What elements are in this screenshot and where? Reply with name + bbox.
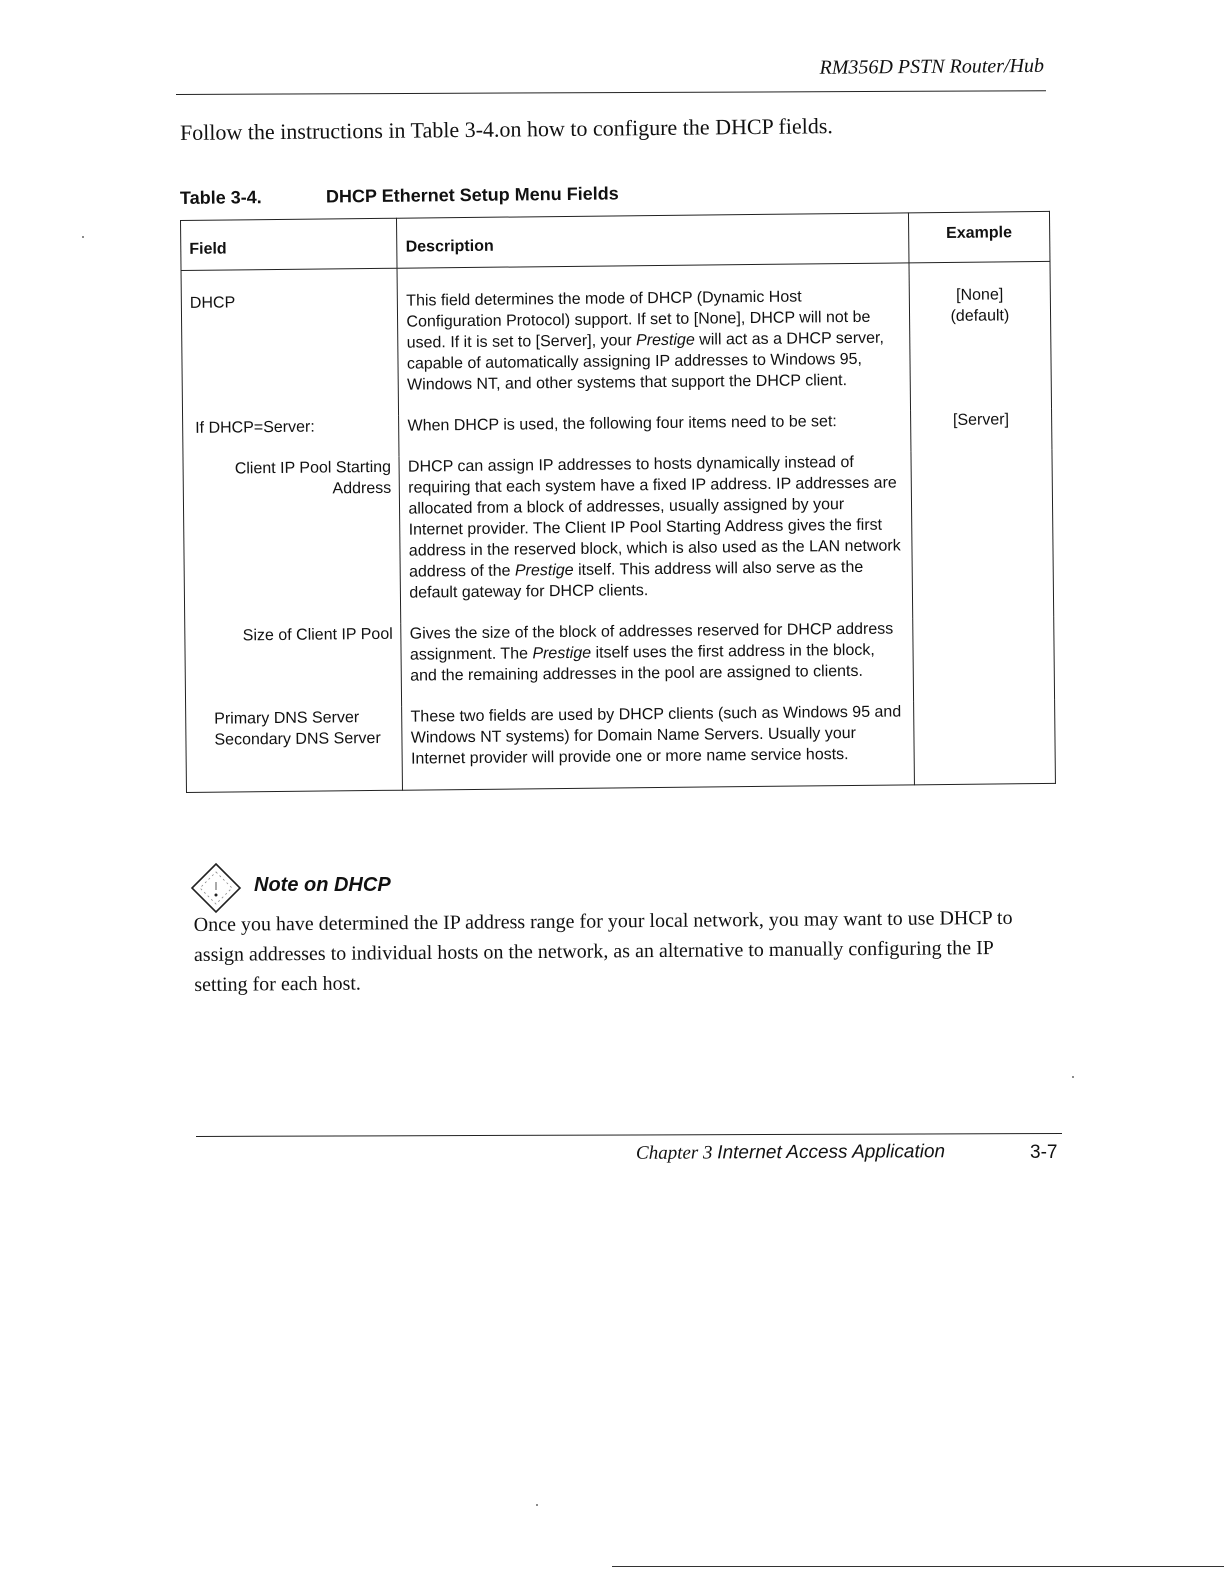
table-row (185, 617, 1055, 709)
table-caption-number: Table 3-4. (179, 187, 262, 208)
scan-speck (536, 1504, 538, 1506)
header-example: Example (908, 211, 1050, 262)
example-cell (911, 450, 1054, 618)
product-name: Prestige (636, 331, 695, 350)
footer-rule (196, 1133, 1062, 1137)
field-cell: Size of Client IP Pool (185, 624, 402, 709)
description-cell: This field determines the mode of DHCP (Dynamic Host Configuration Protocol) support. If set to [None], DHCP will not be used. If it is set to [Server], your Prestige will act as a DHCP server, capable of automatically assigning IP addresses to Windows 95, Windows NT, and other systems that support the DHCP client. (397, 263, 910, 416)
example-cell (913, 700, 1055, 785)
description-cell: DHCP can assign IP addresses to hosts dynamically instead of requiring that each system have a fixed IP address. IP addresses are allocated from a block of addresses, usually assigned by your Internet provider. The Client IP Pool Starting Address gives the first address in the reserved block, which is also used as the LAN network address of the Prestige itself. This address will also serve as the default gateway for DHCP clients. (399, 451, 912, 623)
table-row (183, 450, 1054, 626)
field-cell: DHCP (181, 268, 399, 418)
field-cell: Client IP Pool Starting Address (183, 457, 401, 626)
product-name: Prestige (514, 561, 574, 580)
header-field: Field (181, 218, 398, 270)
product-name: Prestige (532, 644, 592, 663)
footer-chapter (636, 1141, 945, 1165)
table-header-row (181, 211, 1050, 270)
header-description: Description (397, 213, 909, 268)
table-caption-title: DHCP Ethernet Setup Menu Fields (325, 183, 619, 207)
table-caption (180, 183, 619, 209)
footer-chapter-label: Chapter 3 (635, 1142, 713, 1164)
description-cell: These two fields are used by DHCP clients (such as Windows 95 and Windows NT systems) for Domain Name Servers. Usually your Internet provider will provide one or more name service hosts. (402, 701, 914, 790)
scan-edge-line (612, 1566, 1224, 1567)
field-cell: Primary DNS Server Secondary DNS Server (186, 707, 403, 793)
scan-speck (82, 236, 84, 238)
footer-section-title: Internet Access Application (717, 1141, 946, 1164)
running-header: RM356D PSTN Router/Hub (819, 54, 1045, 79)
scan-speck (1072, 1076, 1074, 1078)
page-number: 3-7 (1030, 1142, 1058, 1163)
table-row (181, 261, 1051, 418)
note-diamond-icon (190, 862, 242, 914)
header-rule (176, 90, 1046, 95)
description-cell: When DHCP is used, the following four items need to be set: (399, 410, 911, 456)
example-cell: [Server] (910, 409, 1052, 451)
description-cell: Gives the size of the block of addresses reserved for DHCP address assignment. The Prestige itself uses the first address in the block, and the remaining addresses in the pool are assigned to clients. (401, 618, 913, 706)
dhcp-fields-table (180, 211, 1056, 793)
note-body: Once you have determined the IP address range for your local network, you may want to use DHCP to assign addresses to individual hosts on the network, as an alternative to manually configuring the IP setting for each host. (193, 906, 1013, 996)
example-cell: [None] (default) (909, 261, 1052, 410)
table-row (186, 700, 1056, 793)
field-cell: If DHCP=Server: (183, 416, 400, 459)
example-cell (912, 617, 1054, 701)
note-heading: Note on DHCP (254, 874, 391, 896)
intro-paragraph: Follow the instructions in Table 3-4.on how to configure the DHCP fields. (179, 113, 833, 145)
dhcp-fields-table-wrap (180, 211, 1056, 793)
